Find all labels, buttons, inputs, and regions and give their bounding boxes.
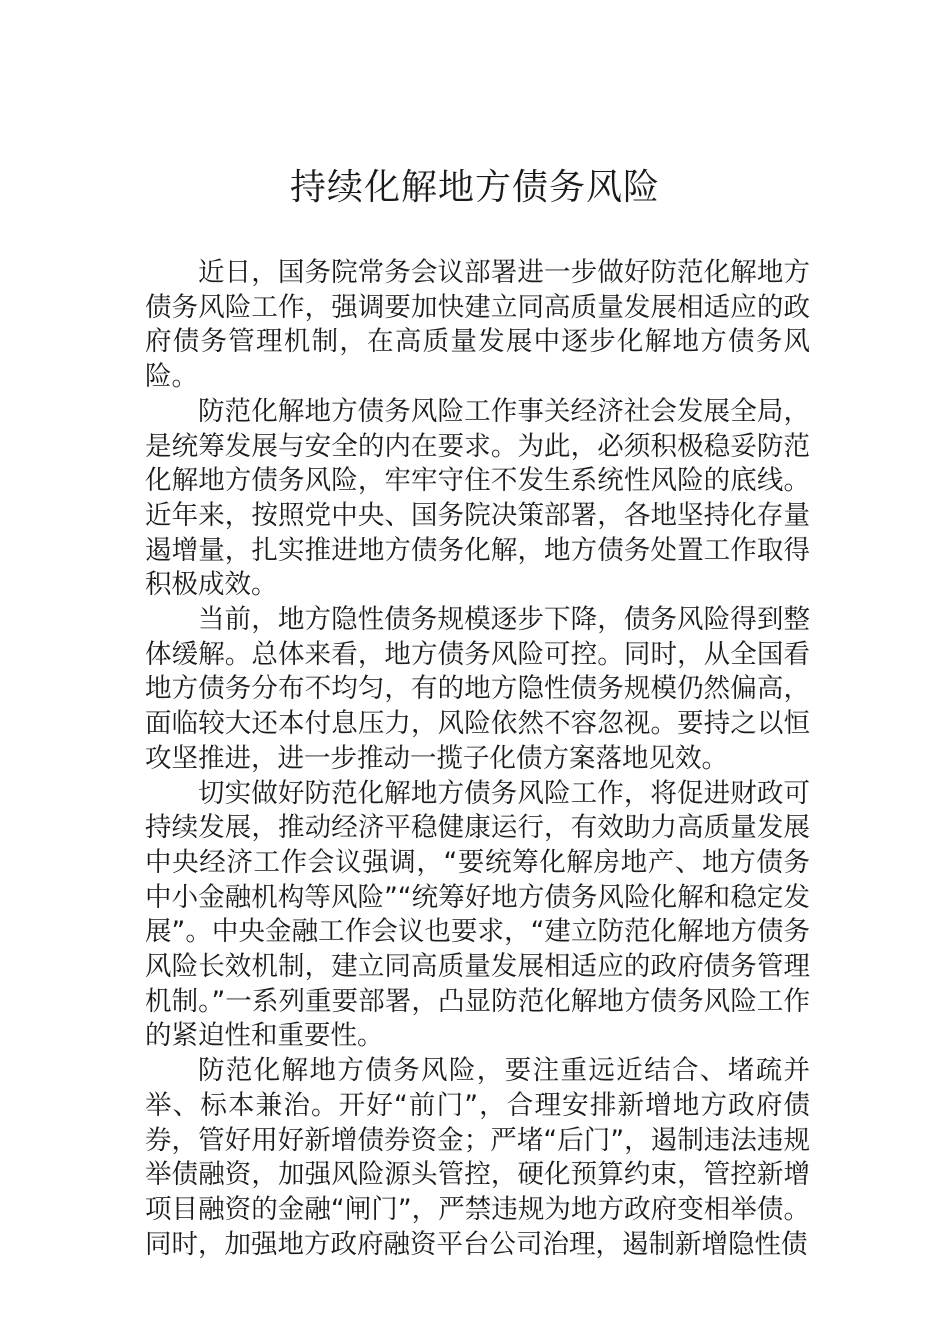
paragraph-4: 切实做好防范化解地方债务风险工作，将促进财政可持续发展，推动经济平稳健康运行，有效助力高质量发展中央经济工作会议强调，“要统筹化解房地产、地方债务中小金融机构等风险”“统筹好地方债务风险化解和稳定发展”。中央金融工作会议也要求，“建立防范化解地方债务风险长效机制，建立同高质量发展相适应的政府债务管理机制。”一系列重要部署，凸显防范化解地方债务风险工作的紧迫性和重要性。 [145, 777, 810, 1052]
paragraph-2: 防范化解地方债务风险工作事关经济社会发展全局，是统筹发展与安全的内在要求。为此，必须积极稳妥防范化解地方债务风险，牢牢守住不发生系统性风险的底线。近年来，按照党中央、国务院决策部署，各地坚持化存量遏增量，扎实推进地方债务化解，地方债务处置工作取得积极成效。 [145, 395, 810, 601]
paragraph-1: 近日，国务院常务会议部署进一步做好防范化解地方债务风险工作，强调要加快建立同高质量发展相适应的政府债务管理机制，在高质量发展中逐步化解地方债务风险。 [145, 257, 810, 393]
document-title: 持续化解地方债务风险 [289, 167, 660, 208]
paragraph-5: 防范化解地方债务风险，要注重远近结合、堵疏并举、标本兼治。开好“前门”，合理安排新增地方政府债券，管好用好新增债券资金；严堵“后门”，遏制违法违规举债融资，加强风险源头管控，硬化预算约束，管控新增项目融资的金融“闸门”，严禁违规为地方政府变相举债。同时，加强地方政府融资平台公司治理，遏制新增隐性债 [145, 1055, 810, 1260]
document-body [145, 256, 810, 1262]
paragraph-3: 当前，地方隐性债务规模逐步下降，债务风险得到整体缓解。总体来看，地方债务风险可控。同时，从全国看地方债务分布不均匀，有的地方隐性债务规模仍然偏高，面临较大还本付息压力，风险依然不容忽视。要持之以恒攻坚推进，进一步推动一揽子化债方案落地见效。 [145, 604, 810, 774]
